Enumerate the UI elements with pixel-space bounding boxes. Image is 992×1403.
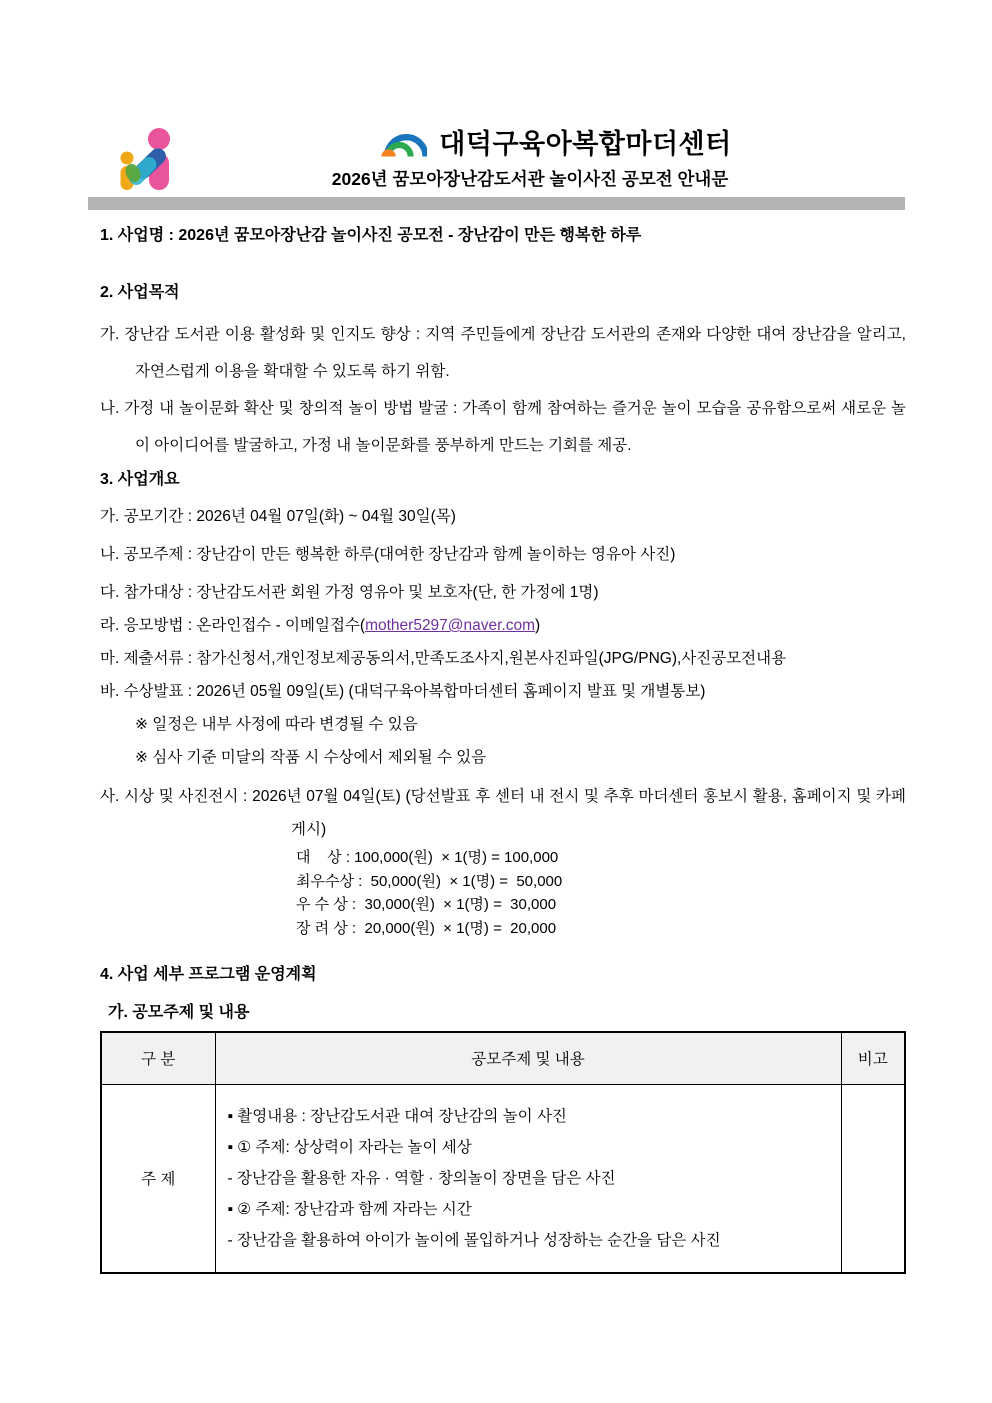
content-line-shooting: ▪ 촬영내용 : 장난감도서관 대여 장난감의 놀이 사진 [227,1107,567,1125]
table-header-category: 구 분 [101,1032,215,1084]
document-body [100,226,906,1274]
section-3-note-2: ※ 심사 기준 미달의 작품 시 수상에서 제외될 수 있음 [135,749,487,766]
prize-second: 우 수 상 : 30,000(원) × 1(명) = 30,000 [296,896,557,913]
section-2-item-na: 나. 가정 내 놀이문화 확산 및 창의적 놀이 방법 발굴 : 가족이 함께 참여하는 즐거운 놀이 모습을 공유함으로써 새로운 놀이 아이디어를 발굴하고, 가정 내 놀이문화를 풍부하게 만드는 기회를 제공. [100,400,906,454]
section-1-title: 1. 사업명 : 2026년 꿈모아장난감 놀이사진 공모전 - 장난감이 만든 행복한 하루 [100,227,642,244]
section-2-item-ga: 가. 장난감 도서관 이용 활성화 및 인지도 향상 : 지역 주민들에게 장난감 도서관의 존재와 다양한 대여 장난감을 알리고, 자연스럽게 이용을 확대할 수 있도록 하기 위함. [100,326,906,380]
apply-method-close-paren: ) [535,617,541,634]
prize-first: 최우수상 : 50,000(원) × 1(명) = 50,000 [296,872,563,890]
award-exhibit-label: 사. 시상 및 사진전시 : [100,788,248,805]
section-4-subtitle: 가. 공모주제 및 내용 [108,1004,250,1021]
award-exhibit-text: 2026년 07월 04일(토) (당선발표 후 센터 내 전시 및 추후 마더센터 홍보시 활용, 홈페이지 및 카페 게시) [252,788,907,838]
apply-method-text: 라. 응모방법 : 온라인접수 - 이메일접수( [100,617,366,634]
section-3-item-apply [100,615,906,637]
table-header-row [101,1032,905,1084]
content-line-theme2-desc: - 장난감을 활용하여 아이가 놀이에 몰입하거나 성장하는 순간을 담은 사진 [227,1231,721,1249]
section-3-item-documents: 마. 제출서류 : 참가신청서,개인정보제공동의서,만족도조사지,원본사진파일(JPG/PNG),사진공모전내용 [100,650,787,667]
section-3-title: 3. 사업개요 [100,471,180,488]
prize-list [296,846,906,940]
section-4-title: 4. 사업 세부 프로그램 운영계획 [100,966,317,983]
prize-grand: 대 상 : 100,000(원) × 1(명) = 100,000 [296,849,559,866]
table-cell-content [215,1084,841,1273]
section-3-item-award-exhibit [100,780,906,846]
email-link[interactable]: mother5297@naver.com [365,617,536,634]
content-line-theme1-desc: - 장난감을 활용한 자유 · 역할 · 창의놀이 장면을 담은 사진 [227,1169,616,1187]
table-cell-category: 주 제 [101,1084,215,1273]
content-line-theme2: ▪ ② 주제: 장난감과 함께 자라는 시간 [227,1200,472,1218]
section-3-item-announcement: 바. 수상발표 : 2026년 05월 09일(토) (대덕구육아복합마더센터 홈페이지 발표 및 개별통보) [100,683,706,700]
org-name: 대덕구육아복합마더센터 [439,129,732,159]
table-header-content: 공모주제 및 내용 [215,1032,841,1084]
content-line-theme1: ▪ ① 주제: 상상력이 자라는 놀이 세상 [227,1138,472,1156]
table-header-note: 비고 [841,1032,905,1084]
document-title: 2026년 꿈모아장난감도서관 놀이사진 공모전 안내문 [331,169,729,189]
table-row [101,1084,905,1273]
section-3-item-target: 다. 참가대상 : 장난감도서관 회원 가정 영유아 및 보호자(단, 한 가정에 1명) [100,584,599,601]
section-2-title: 2. 사업목적 [100,284,180,301]
prize-encouragement: 장 려 상 : 20,000(원) × 1(명) = 20,000 [296,919,557,937]
header-divider-bar [88,197,905,210]
section-3-note-1: ※ 일정은 내부 사정에 따라 변경될 수 있음 [135,716,418,733]
section-3-item-period: 가. 공모기간 : 2026년 04월 07일(화) ~ 04월 30일(목) [100,508,456,525]
table-cell-note [841,1084,905,1273]
rainbow-arc-icon [380,124,427,159]
topic-table [100,1031,906,1274]
header-org-row [0,122,992,161]
section-3-item-theme: 나. 공모주제 : 장난감이 만든 행복한 하루(대여한 장난감과 함께 놀이하는 영유아 사진) [100,546,676,563]
